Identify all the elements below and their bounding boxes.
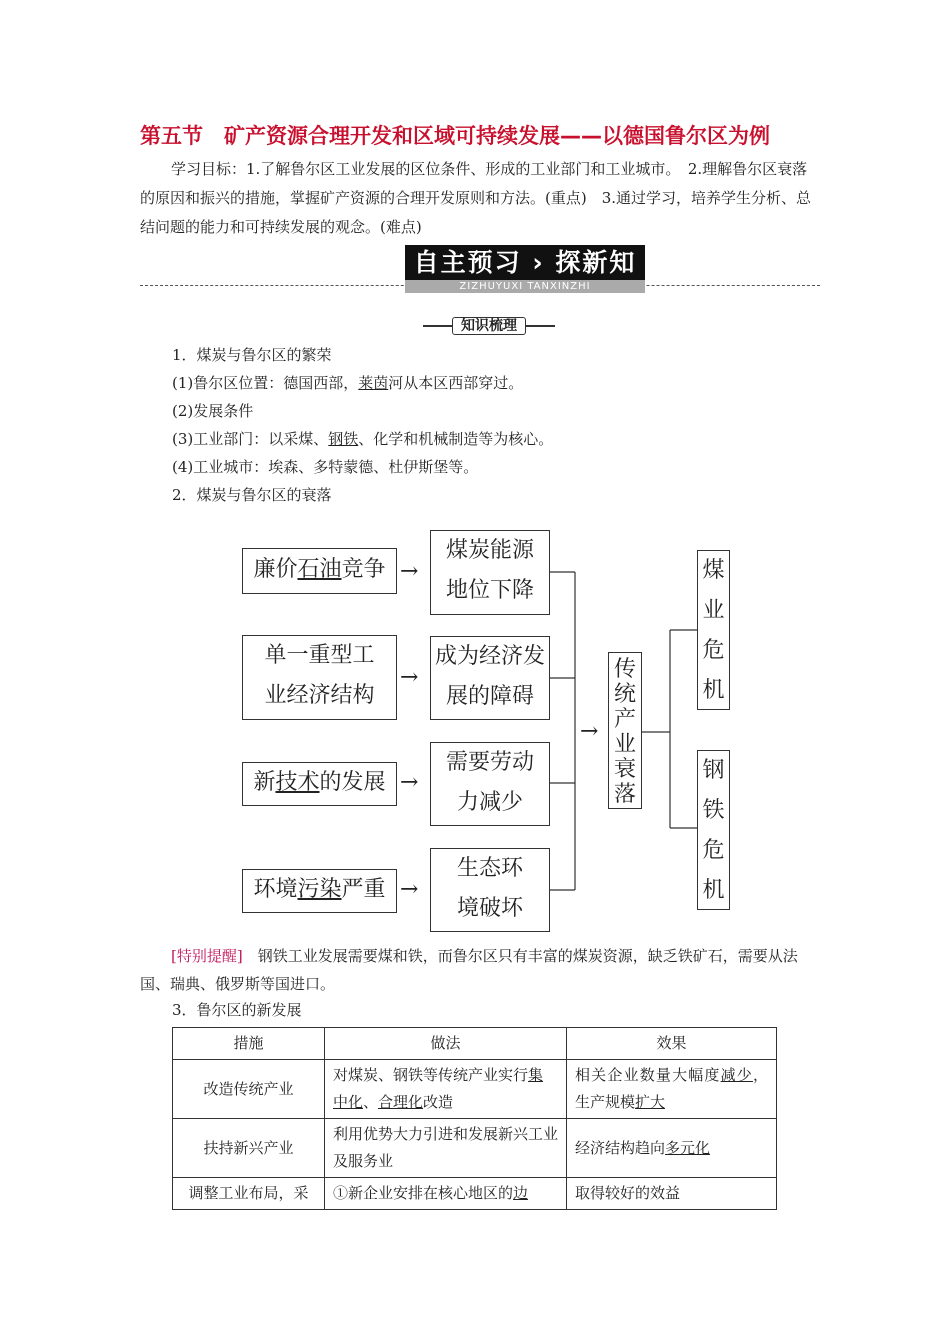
steel-crisis: 钢铁危机 xyxy=(697,750,730,910)
banner-title: 自主预习 › 探新知 xyxy=(405,245,645,280)
section-1-heading: 1．煤炭与鲁尔区的繁荣 xyxy=(172,346,332,364)
table-row: 扶持新兴产业 利用优势大力引进和发展新兴工业及服务业 经济结构趋向多元化 xyxy=(173,1119,777,1178)
cause-new-technology: 新技术的发展 xyxy=(242,762,397,806)
section-2-heading: 2．煤炭与鲁尔区的衰落 xyxy=(172,486,332,504)
page-title: 第五节 矿产资源合理开发和区域可持续发展——以德国鲁尔区为例 xyxy=(140,124,770,148)
effect-coal-status: 煤炭能源 地位下降 xyxy=(430,530,550,615)
table-row: 调整工业布局，采 ①新企业安排在核心地区的边 取得较好的效益 xyxy=(173,1178,777,1210)
ruhr-location: (1)鲁尔区位置：德国西部，莱茵河从本区西部穿过。 xyxy=(172,374,524,392)
cause-cheap-oil: 廉价石油竞争 xyxy=(242,548,397,594)
arrow-center: → xyxy=(580,719,599,744)
effect-labor-decrease: 需要劳动 力减少 xyxy=(430,742,550,826)
header-measure: 措施 xyxy=(173,1028,325,1060)
special-reminder: [特别提醒] 钢铁工业发展需要煤和铁，而鲁尔区只有丰富的煤炭资源，缺乏铁矿石，需要从法国、瑞典、俄罗斯等国进口。 xyxy=(140,947,798,993)
table-header-row xyxy=(173,1028,777,1060)
coal-crisis: 煤业危机 xyxy=(697,550,730,710)
cause-pollution: 环境污染严重 xyxy=(242,869,397,913)
effect-ecology-damage: 生态环 境破坏 xyxy=(430,848,550,932)
effect-economic-obstacle: 成为经济发 展的障碍 xyxy=(430,636,550,720)
new-development-table xyxy=(172,1027,777,1210)
section-label: 知识梳理 xyxy=(423,315,555,335)
arrow-2: → xyxy=(400,665,419,690)
development-conditions: (2)发展条件 xyxy=(172,402,254,420)
learning-objectives: 学习目标：1.了解鲁尔区工业发展的区位条件、形成的工业部门和工业城市。 2.理解鲁尔区衰落的原因和振兴的措施，掌握矿产资源的合理开发原则和方法。(重点) 3.通过学习，培养学生分析、总结问题的能力和可持续发展的观念。(难点) xyxy=(140,160,812,236)
cause-single-structure: 单一重型工 业经济结构 xyxy=(242,635,397,720)
industry-sectors: (3)工业部门：以采煤、钢铁、化学和机械制造等为核心。 xyxy=(172,430,554,448)
table-row: 改造传统产业 对煤炭、钢铁等传统产业实行集中化、合理化改造 相关企业数量大幅度减少，生产规模扩大 xyxy=(173,1060,777,1119)
arrow-1: → xyxy=(400,559,419,584)
arrow-4: → xyxy=(400,877,419,902)
header-effect: 效果 xyxy=(567,1028,777,1060)
industrial-cities: (4)工业城市：埃森、多特蒙德、杜伊斯堡等。 xyxy=(172,458,479,476)
section-3-heading: 3．鲁尔区的新发展 xyxy=(172,1001,302,1019)
center-traditional-decline: 传统产业衰落 xyxy=(608,652,642,809)
header-method: 做法 xyxy=(325,1028,567,1060)
arrow-3: → xyxy=(400,770,419,795)
banner-subtitle: ZIZHUYUXI TANXINZHI xyxy=(405,280,645,293)
